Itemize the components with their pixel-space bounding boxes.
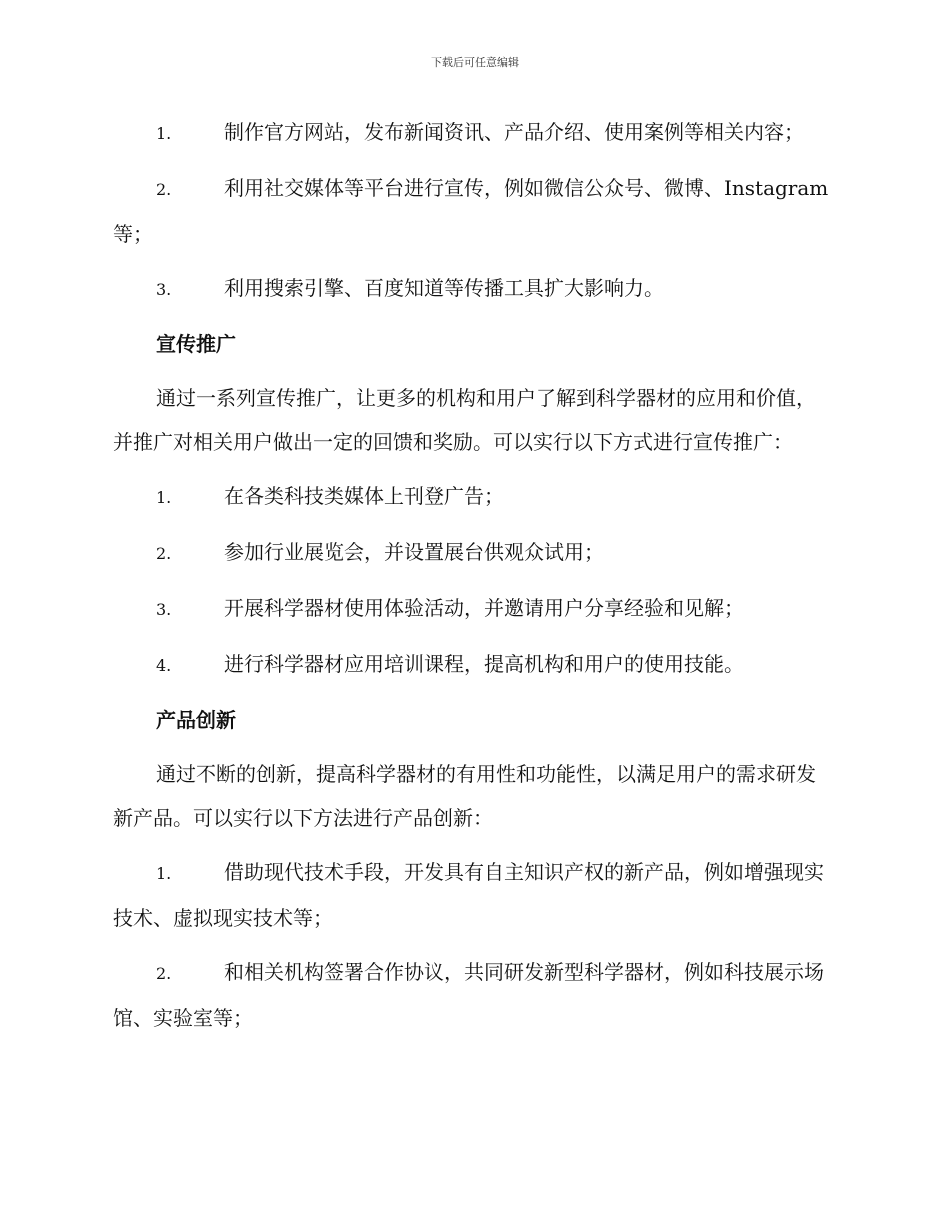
list-number: 3. bbox=[156, 600, 172, 619]
list-number: 1. bbox=[156, 864, 172, 883]
list-text: 利用社交媒体等平台进行宣传，例如微信公众号、微博、Instagram 等； bbox=[113, 176, 829, 246]
page-header: 下载后可任意编辑 bbox=[431, 56, 519, 69]
list-item bbox=[113, 530, 833, 576]
list-item bbox=[113, 266, 833, 312]
list-text: 进行科学器材应用培训课程，提高机构和用户的使用技能。 bbox=[224, 652, 744, 676]
section-heading-promo: 宣传推广 bbox=[156, 332, 236, 356]
list-text: 在各类科技类媒体上刊登广告； bbox=[224, 484, 504, 508]
list-number: 2. bbox=[156, 544, 172, 563]
list-number: 2. bbox=[156, 180, 172, 199]
list-text: 利用搜索引擎、百度知道等传播工具扩大影响力。 bbox=[224, 276, 664, 300]
list-number: 1. bbox=[156, 124, 172, 143]
list-item bbox=[113, 166, 833, 256]
list-item bbox=[113, 586, 833, 632]
list-item bbox=[113, 474, 833, 520]
list-text: 制作官方网站，发布新闻资讯、产品介绍、使用案例等相关内容； bbox=[224, 120, 804, 144]
list-text: 参加行业展览会，并设置展台供观众试用； bbox=[224, 540, 604, 564]
section-paragraph-promo: 通过一系列宣传推广，让更多的机构和用户了解到科学器材的应用和价值，并推广对相关用户做出一定的回馈和奖励。可以实行以下方式进行宣传推广： bbox=[113, 386, 816, 454]
document-body bbox=[113, 110, 833, 1050]
list-number: 3. bbox=[156, 280, 172, 299]
list-text: 借助现代技术手段，开发具有自主知识产权的新产品，例如增强现实技术、虚拟现实技术等； bbox=[113, 860, 824, 930]
list-item bbox=[113, 110, 833, 156]
section-heading-innovation: 产品创新 bbox=[156, 708, 236, 732]
list-number: 1. bbox=[156, 488, 172, 507]
list-number: 4. bbox=[156, 656, 172, 675]
list-item bbox=[113, 642, 833, 688]
list-number: 2. bbox=[156, 964, 172, 983]
section-paragraph-innovation: 通过不断的创新，提高科学器材的有用性和功能性，以满足用户的需求研发新产品。可以实行以下方法进行产品创新： bbox=[113, 762, 816, 830]
list-text: 开展科学器材使用体验活动，并邀请用户分享经验和见解； bbox=[224, 596, 744, 620]
list-item bbox=[113, 950, 833, 1040]
list-item bbox=[113, 850, 833, 940]
list-text: 和相关机构签署合作协议，共同研发新型科学器材，例如科技展示场馆、实验室等； bbox=[113, 960, 824, 1030]
